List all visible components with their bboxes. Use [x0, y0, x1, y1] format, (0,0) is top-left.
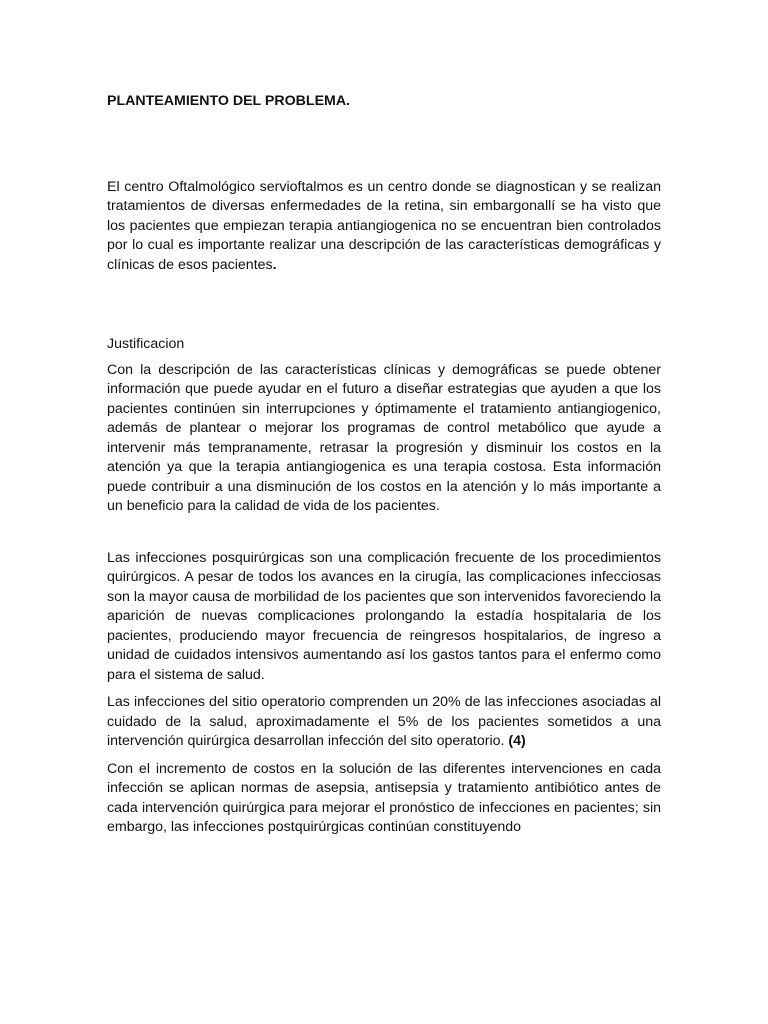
justification-paragraph: Con la descripción de las características clínicas y demográficas se puede obtener información que puede ayudar en el futuro a diseñar estrategias que ayuden a que los pacientes continúen sin interrupciones y óptimamente el tratamiento antiangiogenico, además de plantear o mejorar los programas de control metabólico que ayude a intervenir más tempranamente, retrasar la progresión y disminuir los costos en la atención ya que la terapia antiangiogenica es una terapia costosa. Esta información puede contribuir a una disminución de los costos en la atención y lo más importante a un beneficio para la calidad de vida de los pacientes. [107, 361, 661, 514]
problem-paragraph-end: . [272, 256, 277, 273]
surgical-site-paragraph [107, 693, 661, 752]
document-title: PLANTEAMIENTO DEL PROBLEMA. [107, 93, 351, 109]
infections-paragraph: Las infecciones posquirúrgicas son una complicación frecuente de los procedimientos quirúrgicos. A pesar de todos los avances en la cirugía, las complicaciones infecciosas son la mayor causa de morbilidad de los pacientes que son intervenidos favoreciendo la aparición de nuevas complicaciones prolongando la estadía hospitalaria de los pacientes, produciendo mayor frecuencia de reingresos hospitalarios, de ingreso a unidad de cuidados intensivos aumentando así los gastos tantos para el enfermo como para el sistema de salud. [107, 549, 661, 683]
problem-paragraph-text: El centro Oftalmológico servioftalmos es un centro donde se diagnostican y se realizan tratamientos de diversas enfermedades de la retina, sin embargonallí se ha visto que los pacientes que empiezan terapia antiangiogenica no se encuentran bien controlados por lo cual es importante realizar una descripción de las características demográficas y clínicas de esos pacientes [107, 178, 661, 273]
problem-paragraph [107, 178, 661, 276]
justification-heading: Justificacion [107, 336, 185, 352]
surgical-site-paragraph-text: Las infecciones del sitio operatorio comprenden un 20% de las infecciones asociadas al cuidado de la salud, aproximadamente el 5% de los pacientes sometidos a una intervención quirúrgica desarrollan infección del sito operatorio. [107, 694, 661, 749]
costs-paragraph: Con el incremento de costos en la solución de las diferentes intervenciones en cada infección se aplican normas de asepsia, antisepsia y tratamiento antibiótico antes de cada intervención quirúrgica para mejorar el pronóstico de infecciones en pacientes; sin embargo, las infecciones postquirúrgicas continúan constituyendo [107, 760, 661, 835]
document-body [107, 92, 661, 838]
citation-reference: (4) [508, 733, 526, 749]
